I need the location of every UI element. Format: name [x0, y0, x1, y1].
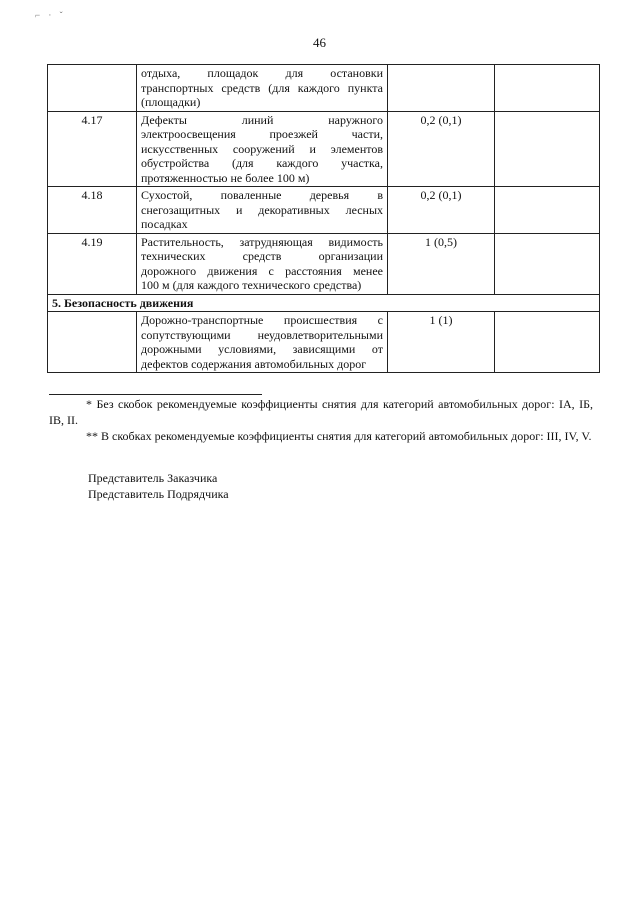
- row-description: [137, 233, 388, 294]
- desc-line: искусственных сооружений и элементов: [141, 141, 383, 156]
- table-row: [48, 111, 600, 187]
- table-row: [48, 187, 600, 234]
- desc-line: электроосвещения проезжей части,: [141, 127, 383, 141]
- desc-line: Сухостой, поваленные деревья в: [141, 188, 383, 202]
- footnote-divider: [49, 394, 262, 395]
- row-coefficient: [388, 65, 495, 112]
- coefficients-table: [47, 64, 600, 373]
- footnotes: [49, 396, 593, 444]
- customer-representative: Представитель Заказчика: [88, 471, 218, 485]
- desc-line: отдыха, площадок для остановки: [141, 66, 383, 80]
- contractor-representative: Представитель Подрядчика: [88, 487, 229, 501]
- desc-line: снегозащитных и декоративных лесных: [141, 202, 383, 217]
- desc-line: (площадки): [141, 95, 201, 109]
- row-coefficient: 1 (1): [388, 312, 495, 373]
- row-empty-cell: [495, 65, 600, 112]
- row-number: 4.18: [48, 187, 137, 234]
- row-number: [48, 312, 137, 373]
- desc-line: посадках: [141, 217, 188, 231]
- desc-line: транспортных средств (для каждого пункта: [141, 80, 383, 95]
- table-row: [48, 65, 600, 112]
- row-empty-cell: [495, 312, 600, 373]
- row-empty-cell: [495, 111, 600, 187]
- footnote-1: * Без скобок рекомендуемые коэффициенты снятия для категорий автомобильных дорог: IA, IБ, IB, II.: [49, 397, 593, 427]
- desc-line: 100 м (для каждого технического средства): [141, 278, 362, 292]
- desc-line: технических средств организации: [141, 249, 383, 263]
- footnote-2: ** В скобках рекомендуемые коэффициенты снятия для категорий автомобильных дорог: III, IV, V.: [86, 429, 592, 443]
- desc-line: протяженностью не более 100 м): [141, 170, 310, 185]
- desc-line: Дорожно-транспортные происшествия с: [141, 313, 383, 327]
- row-number: [48, 65, 137, 112]
- table-row: [48, 312, 600, 373]
- section-title: 5. Безопасность движения: [48, 294, 600, 312]
- row-description: [137, 312, 388, 373]
- row-coefficient: 0,2 (0,1): [388, 111, 495, 187]
- desc-line: сопутствующими неудовлетворительными: [141, 327, 383, 342]
- row-empty-cell: [495, 187, 600, 234]
- desc-line: обустройства (для каждого участка,: [141, 156, 383, 170]
- row-description: [137, 111, 388, 187]
- section-header-row: [48, 294, 600, 312]
- desc-line: дорожного движения с расстояния менее: [141, 263, 383, 278]
- scan-artifact: ⌐ · ˇ: [35, 10, 66, 20]
- row-description: [137, 187, 388, 234]
- desc-line: дорожными условиями, зависящими от: [141, 342, 383, 356]
- row-description: [137, 65, 388, 112]
- row-coefficient: 1 (0,5): [388, 233, 495, 294]
- row-number: 4.17: [48, 111, 137, 187]
- row-empty-cell: [495, 233, 600, 294]
- desc-line: дефектов содержания автомобильных дорог: [141, 356, 367, 371]
- page-number: 46: [313, 35, 326, 50]
- desc-line: Дефекты линий наружного: [141, 112, 383, 127]
- row-number: 4.19: [48, 233, 137, 294]
- row-coefficient: 0,2 (0,1): [388, 187, 495, 234]
- signature-block: [88, 470, 229, 502]
- table-row: [48, 233, 600, 294]
- desc-line: Растительность, затрудняющая видимость: [141, 234, 383, 249]
